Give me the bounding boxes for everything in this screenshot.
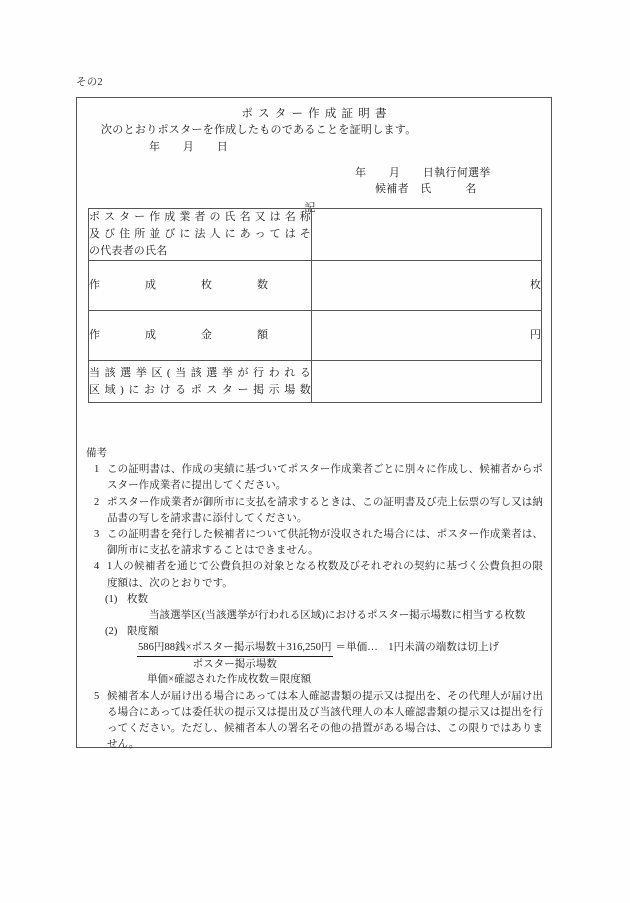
sub-item-1-body: [85, 608, 543, 624]
note-text: この証明書は、作成の実績に基づいてポスター作成業者ごとに別々に作成し、候補者からポスター作成業者に提出してください。: [107, 464, 543, 492]
sub-item-1: [85, 592, 543, 608]
table-row: [89, 361, 542, 403]
remarks-section: [85, 446, 543, 753]
election-date-line: 年 月 日執行何選挙: [355, 167, 491, 179]
producer-label-line-2: 及び住所並びに法人にあってはそ: [89, 228, 311, 240]
fraction-denominator: ポスター掲示場数: [192, 658, 277, 670]
note-text: 1人の候補者を通じて公費負担の対象となる枚数及びそれぞれの契約に基づく公費負担の限度額は、次のとおりです。: [107, 561, 543, 589]
remark-note-4: [85, 559, 543, 591]
certificate-frame: [76, 97, 552, 751]
producer-label-line-1: ポスター作成業者の氏名又は名称: [89, 211, 311, 223]
remark-note-1: [85, 462, 543, 494]
remark-note-5: [85, 689, 543, 754]
sheet-label: その2: [76, 77, 103, 88]
note-number: 5: [94, 690, 100, 702]
note-number: 3: [94, 529, 100, 541]
row-label-sheet-count: [89, 261, 312, 311]
table-row: [89, 209, 542, 261]
fraction-numerator: 586円88銭×ポスター掲示場数＋316,250円: [137, 640, 333, 657]
remark-note-3: [85, 527, 543, 559]
sub-item-marker: (2): [105, 626, 118, 638]
sub-item-marker: (1): [105, 593, 118, 605]
producer-label-line-3: の代表者の氏名: [89, 245, 168, 257]
unit-price-fraction: [137, 640, 333, 672]
note-number: 2: [94, 496, 100, 508]
note-text: ポスター作成業者が御所市に支払を請求するときは、この証明書及び売上伝票の写し又は納品書の写しを請求書に添付してください。: [107, 496, 543, 524]
sub-item-2: [85, 624, 543, 640]
poster-board-label-line-2: 区域)におけるポスター掲示場数: [89, 383, 311, 396]
amount-label: 作 成 金 額: [89, 329, 269, 341]
note-number: 1: [94, 464, 100, 476]
remark-note-2: [85, 495, 543, 527]
certificate-header: [77, 98, 551, 216]
candidate-name-line: 候補者 氏 名: [375, 183, 477, 195]
sheet-count-label: 作 成 枚 数: [89, 279, 269, 291]
election-info-block: [87, 165, 541, 197]
row-label-poster-board-count: [89, 361, 312, 403]
sub-item-title: 限度額: [127, 626, 159, 638]
certificate-title: ポスター作成証明書: [241, 108, 392, 120]
certificate-statement: 次のとおりポスターを作成したものであることを証明します。: [101, 124, 417, 136]
limit-formula-second-line: 単価×確認された作成枚数＝限度額: [147, 674, 312, 686]
certificate-date-line: 年 月 日: [149, 141, 229, 153]
note-text: この証明書を発行した候補者について供託物が没収された場合には、ポスター作成業者は、御所市に支払を請求することはできません。: [107, 529, 543, 557]
remarks-heading: 備考: [86, 448, 108, 459]
sub-item-1-body-text: 当該選挙区(当該選挙が行われる区域)におけるポスター掲示場数に相当する枚数: [149, 610, 526, 622]
table-row: [89, 311, 542, 361]
note-text: 候補者本人が届け出る場合にあっては本人確認書類の提示又は提出を、その代理人が届け出る場合にあっては委任状の提示又は提出及び当該代理人の本人確認書類の提示又は提出を行ってください。ただし、候補者本人の署名その他の措置がある場合は、この限りではありません。: [107, 690, 543, 751]
row-value-sheet-count[interactable]: 枚: [312, 261, 542, 311]
row-label-amount: [89, 311, 312, 361]
row-label-producer: [89, 209, 312, 261]
table-row: [89, 261, 542, 311]
poster-board-label-line-1: 当該選挙区(当該選挙が行われる: [89, 366, 311, 379]
header-spacer: [87, 156, 541, 165]
formula-tail: ＝単価… 1円未満の端数は切上げ: [335, 642, 500, 654]
row-value-producer[interactable]: [312, 209, 542, 261]
ki-mark: 記: [304, 202, 316, 214]
row-value-amount[interactable]: 円: [312, 311, 542, 361]
limit-formula: [85, 640, 543, 672]
row-value-poster-board-count[interactable]: [312, 361, 542, 403]
sub-item-title: 枚数: [127, 593, 149, 605]
certificate-data-table: [88, 208, 542, 403]
note-number: 4: [94, 561, 100, 573]
